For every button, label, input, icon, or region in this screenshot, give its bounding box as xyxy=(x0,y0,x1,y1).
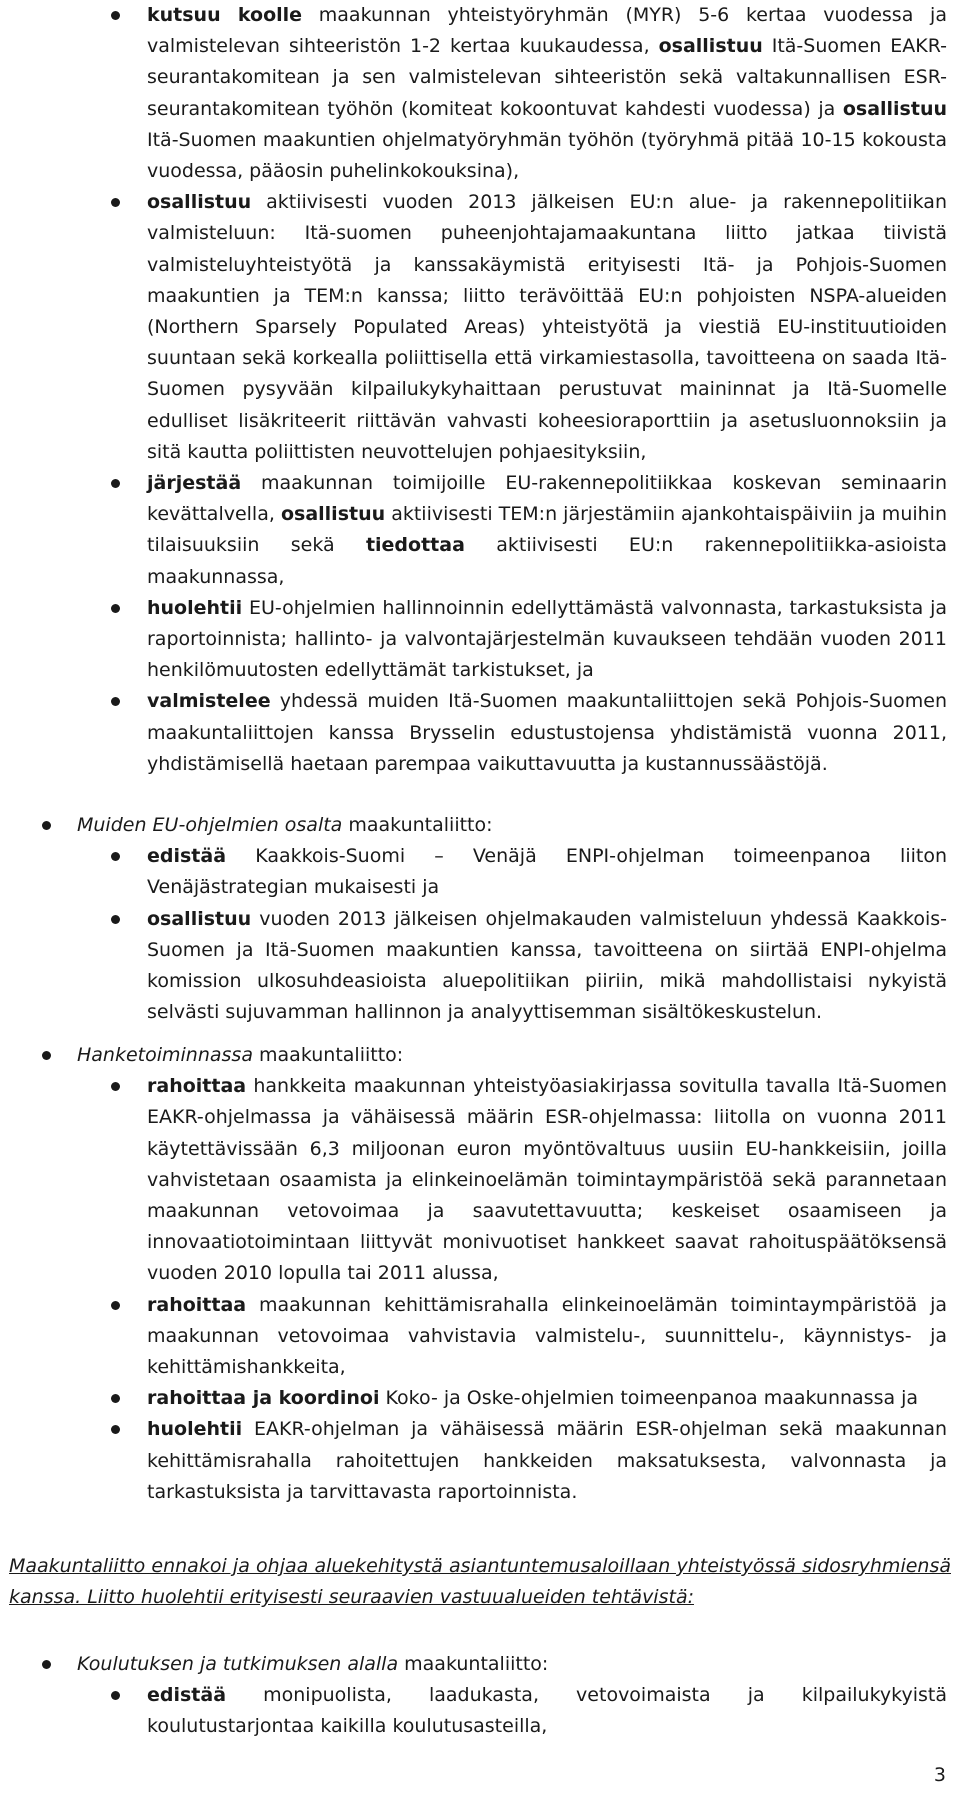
list-item xyxy=(0,1680,960,1742)
bullet-icon xyxy=(111,1425,120,1434)
list-item xyxy=(0,841,960,903)
bold-verb: osallistuu xyxy=(147,191,252,214)
bullet-icon xyxy=(111,1691,120,1700)
bold-verb: rahoittaa xyxy=(147,1293,247,1316)
list-item xyxy=(0,1290,960,1384)
bold-verb: osallistuu xyxy=(147,907,252,930)
item-text: maakunnan kehittämisrahalla elinkeinoelämän toimintaympäristöä ja maakunnan vetovoimaa vahvistavia valmistelu-, suunnittelu-, käynnistys- ja kehittämishankkeita, xyxy=(147,1293,947,1379)
heading-rest: maakuntaliitto: xyxy=(398,1653,549,1675)
hanke-items xyxy=(0,1071,960,1508)
section-heading-eu xyxy=(0,810,960,841)
bullet-icon xyxy=(111,604,120,613)
item-text: EAKR-ohjelman ja vähäisessä määrin ESR-ohjelman sekä maakunnan kehittämisrahalla rahoitettujen hankkeiden maksatuksesta, valvonnasta ja tarkastuksista ja tarvittavasta raportoinnista. xyxy=(147,1418,947,1503)
list-item-text xyxy=(147,468,947,593)
list-item xyxy=(0,0,960,187)
item-text: Koko- ja Oske-ohjelmien toimeenpanoa maakunnassa ja xyxy=(379,1387,919,1410)
heading-italic: Hanketoiminnassa xyxy=(77,1044,253,1066)
bold-verb: rahoittaa xyxy=(147,1075,247,1098)
list-item xyxy=(0,904,960,1029)
heading-italic: Muiden EU-ohjelmien osalta xyxy=(77,814,343,836)
bold-verb: tiedottaa xyxy=(365,534,465,557)
page-number: 3 xyxy=(933,1764,946,1786)
item-text: aktiivisesti EU:n rakennepolitiikka-asioista maakunnassa, xyxy=(147,534,947,588)
eu-items xyxy=(0,841,960,1028)
bullet-icon xyxy=(111,852,120,861)
bold-verb: osallistuu xyxy=(280,503,386,526)
bold-verb: järjestää xyxy=(147,472,242,495)
heading-rest: maakuntaliitto: xyxy=(342,814,493,836)
list-item-text xyxy=(147,0,947,187)
lead-paragraph: Maakuntaliitto ennakoi ja ohjaa aluekehitystä asiantuntemusaloillaan yhteistyössä sidosryhmiensä kanssa. Liitto huolehtii erityisesti seuraavien vastuualueiden tehtävistä: xyxy=(9,1555,951,1609)
item-text: EU-ohjelmien hallinnoinnin edellyttämästä valvonnasta, tarkastuksista ja raportoinnista; hallinto- ja valvontajärjestelmän kuvaukseen tehdään vuoden 2011 henkilömuutosten edellyttämät tarkistukset, ja xyxy=(147,596,947,682)
bullet-icon xyxy=(111,1394,120,1403)
list-item-text xyxy=(147,841,947,903)
list-item xyxy=(0,1071,960,1289)
muiden-eu-ohjelmien-section xyxy=(0,810,960,1028)
list-item xyxy=(0,686,960,780)
list-item xyxy=(0,1414,960,1508)
bold-verb: rahoittaa ja koordinoi xyxy=(147,1387,380,1410)
bold-verb: osallistuu xyxy=(658,35,763,58)
list-item-text xyxy=(147,1680,947,1742)
bold-verb: kutsuu koolle xyxy=(147,4,303,26)
item-text: yhdessä muiden Itä-Suomen maakuntaliittojen sekä Pohjois-Suomen maakuntaliittojen kanssa Brysselin edustustojensa yhdistämistä vuonna 2011, yhdistämisellä haetaan parempaa vaikuttavuutta ja kustannussäästöjä. xyxy=(147,690,947,775)
list-item-text xyxy=(147,686,947,780)
bullet-icon xyxy=(111,1082,120,1091)
rakennepolitiikka-list xyxy=(0,0,960,780)
item-text: Itä-Suomen EAKR-seurantakomitean ja sen valmistelevan sihteeristön sekä valtakunnallisen ESR-seurantakomitean työhön (komiteat kokoontuvat kahdesti vuodessa) ja xyxy=(147,35,947,120)
section-heading-koulutus xyxy=(0,1649,960,1680)
bullet-icon xyxy=(111,1301,120,1310)
item-text: monipuolista, laadukasta, vetovoimaista ja kilpailukykyistä koulutustarjontaa kaikilla koulutusasteilla, xyxy=(147,1684,947,1738)
item-text: Kaakkois-Suomi – Venäjä ENPI-ohjelman toimeenpanoa liiton Venäjästrategian mukaisesti ja xyxy=(147,845,947,899)
bold-verb: valmistelee xyxy=(147,690,271,713)
item-text: aktiivisesti TEM:n järjestämiin ajankohtaispäiviin ja muihin tilaisuuksiin sekä xyxy=(147,503,948,557)
koulutus-section xyxy=(0,1649,960,1743)
bullet-icon xyxy=(111,198,120,207)
list-item-text xyxy=(147,1414,947,1508)
item-text: vuoden 2013 jälkeisen ohjelmakauden valmisteluun yhdessä Kaakkois-Suomen ja Itä-Suomen maakuntien kanssa, tavoitteena on siirtää ENPI-ohjelma komission ulkosuhdeasioista aluepolitiikan piiriin, mikä mahdollistaisi nykyistä selvästi sujuvamman hallinnon ja analyyttisemman sisältökeskustelun. xyxy=(147,907,947,1024)
list-item xyxy=(0,468,960,593)
bullet-icon xyxy=(42,821,51,830)
list-item-text xyxy=(147,1071,947,1289)
bullet-icon xyxy=(111,915,120,924)
item-text: hankkeita maakunnan yhteistyöasiakirjassa sovitulla tavalla Itä-Suomen EAKR-ohjelmassa ja vähäisessä määrin ESR-ohjelmassa: liitolla on vuonna 2011 käytettävissään 6,3 miljoonan euron myöntövaltuus uusiin EU-hankkeisiin, joilla vahvistetaan osaamista ja elinkeinoelämän toimintaympäristöä sekä parannetaan maakunnan vetovoimaa ja saavutettavuutta; keskeiset osaamiseen ja innovaatiotoimintaan liittyvät monivuotiset hankkeet saavat rahoituspäätöksensä vuoden 2010 lopulla tai 2011 alussa, xyxy=(147,1075,947,1285)
list-item-text xyxy=(147,1290,947,1384)
hanketoiminta-section xyxy=(0,1040,960,1508)
heading-italic: Koulutuksen ja tutkimuksen alalla xyxy=(77,1653,399,1675)
list-item xyxy=(0,593,960,687)
bold-verb: edistää xyxy=(147,1684,227,1707)
heading-rest: maakuntaliitto: xyxy=(252,1044,404,1066)
bold-verb: huolehtii xyxy=(147,1418,243,1441)
item-text: maakunnan toimijoille EU-rakennepolitiikkaa koskevan seminaarin kevättalvella, xyxy=(147,472,947,526)
bold-verb: huolehtii xyxy=(147,596,243,619)
list-item xyxy=(0,187,960,468)
bold-verb: edistää xyxy=(147,845,227,868)
item-text: maakunnan yhteistyöryhmän (MYR) 5-6 kertaa vuodessa ja valmistelevan sihteeristön 1-2 kertaa kuukaudessa, xyxy=(147,4,947,58)
bullet-icon xyxy=(111,697,120,706)
bullet-icon xyxy=(42,1660,51,1669)
bullet-icon xyxy=(111,479,120,488)
bullet-icon xyxy=(42,1051,51,1060)
koulutus-items xyxy=(0,1680,960,1742)
item-text: aktiivisesti vuoden 2013 jälkeisen EU:n alue- ja rakennepolitiikan valmisteluun: Itä-suomen puheenjohtajamaakuntana liitto jatkaa tiivistä valmisteluyhteistyötä ja kanssakäymistä erityisesti Itä- ja Pohjois-Suomen maakuntien ja TEM:n kanssa; liitto terävöittää EU:n pohjoisten NSPA-alueiden (Northern Sparsely Populated Areas) yhteistyötä ja viestiä EU-instituutioiden suuntaan sekä korkealla poliittisella että virkamiestasolla, tavoitteena on saada Itä-Suomen pysyvään kilpailukykyhaittaan perustuvat maininnat ja Itä-Suomelle edulliset lisäkriteerit riittävän vahvasti koheesioraporttiin ja asetusluonnoksiin ja sitä kautta poliittisten neuvottelujen pohjaesityksiin, xyxy=(147,191,947,463)
bullet-icon xyxy=(111,11,120,20)
item-text: Itä-Suomen maakuntien ohjelmatyöryhmän työhön (työryhmä pitää 10-15 kokousta vuodessa, pääosin puhelinkokouksina), xyxy=(147,128,947,183)
list-item-text xyxy=(147,187,947,468)
list-item xyxy=(0,1383,960,1414)
section-heading-hanke xyxy=(0,1040,960,1071)
list-item-text xyxy=(147,1383,947,1414)
bold-verb: osallistuu xyxy=(842,97,947,120)
list-item-text xyxy=(147,593,947,687)
list-item-text xyxy=(147,904,947,1029)
